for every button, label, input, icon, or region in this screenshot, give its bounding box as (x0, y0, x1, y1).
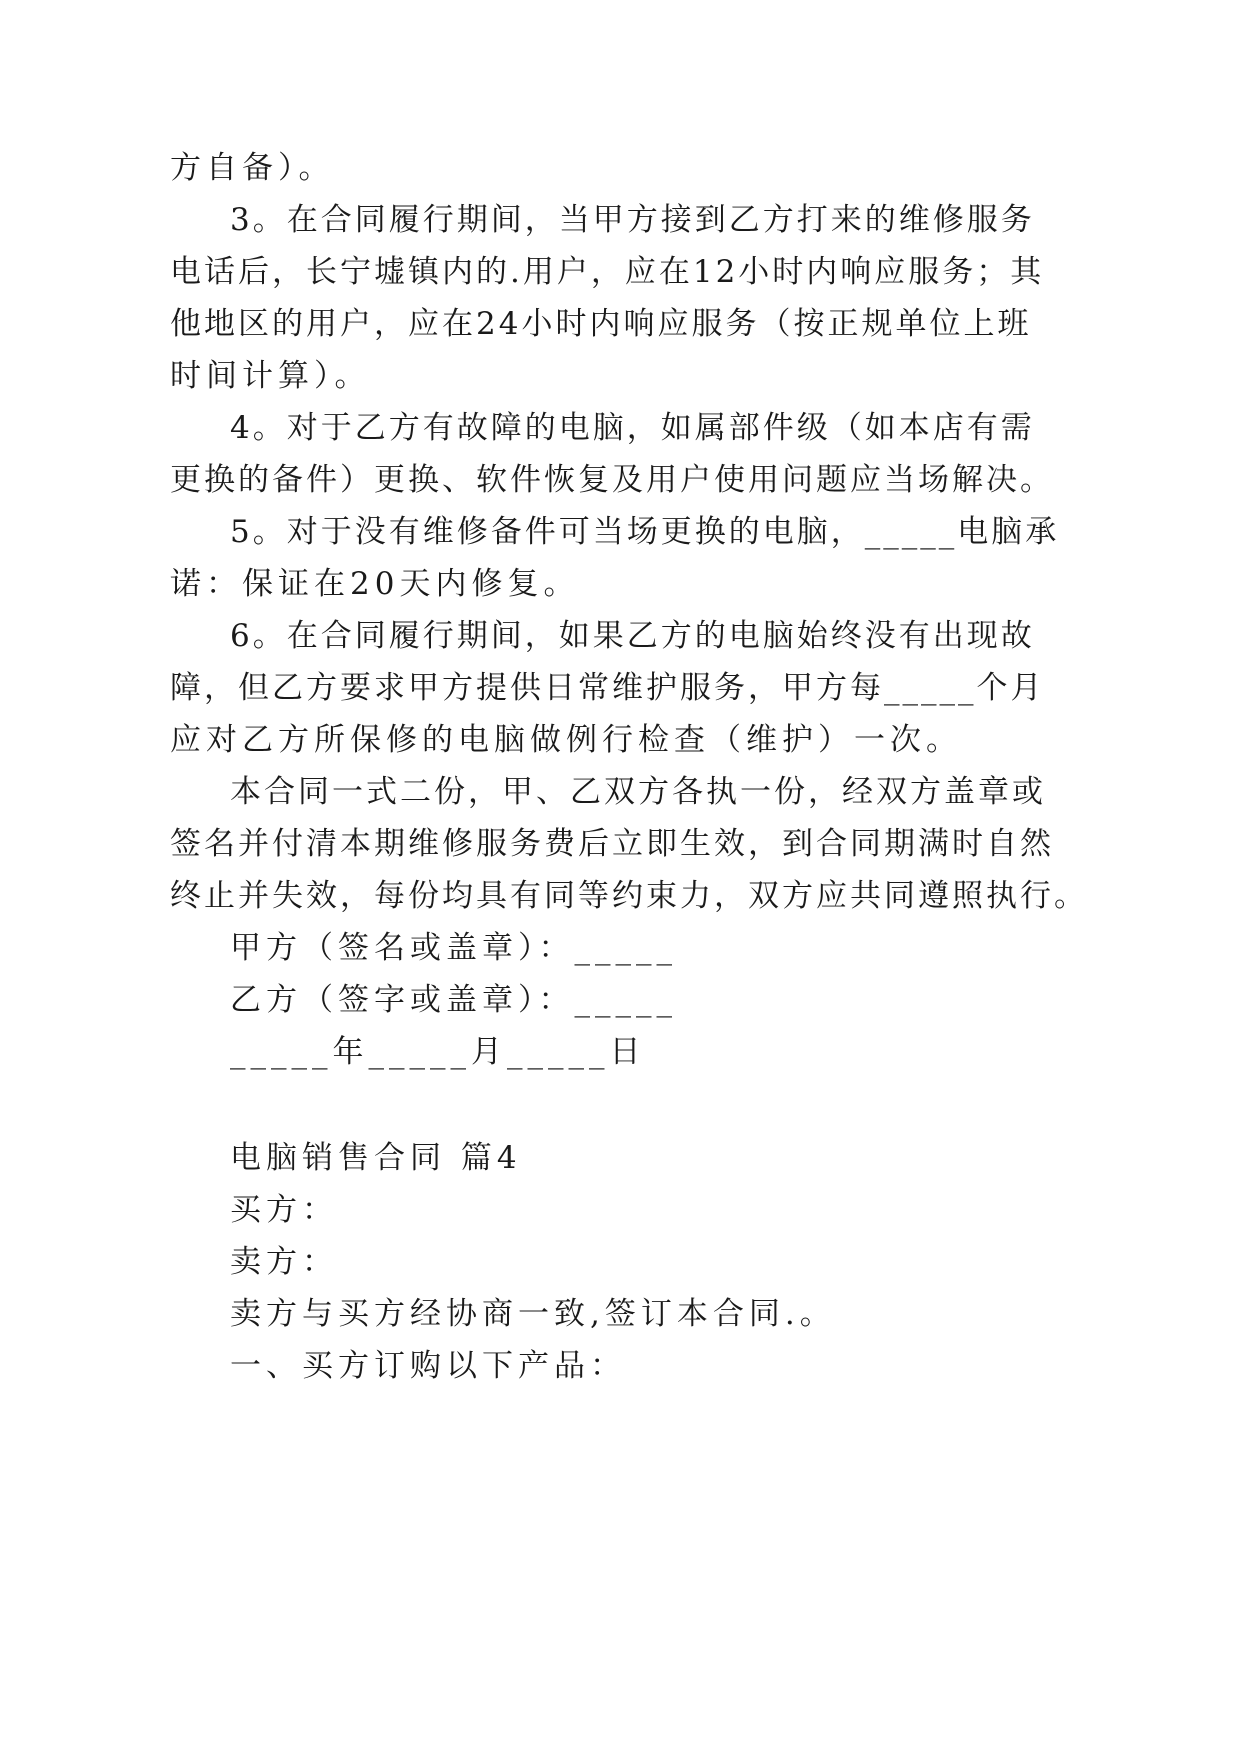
text-line: 本合同一式二份，甲、乙双方各执一份，经双方盖章或 (230, 774, 1046, 810)
text-line: 方自备）。 (170, 150, 335, 186)
text-line: 买方： (230, 1192, 338, 1228)
text-line: 签名并付清本期维修服务费后立即生效，到合同期满时自然 (170, 826, 1054, 862)
text-line: 5。对于没有维修备件可当场更换的电脑，_____电脑承 (230, 514, 1060, 550)
text-line: 6。在合同履行期间，如果乙方的电脑始终没有出现故 (230, 618, 1035, 654)
text-line: 应对乙方所保修的电脑做例行检查（维护）一次。 (170, 722, 962, 758)
section-heading: 电脑销售合同 篇4 (230, 1140, 522, 1176)
text-line: 3。在合同履行期间，当甲方接到乙方打来的维修服务 (230, 202, 1035, 238)
text-line: 障，但乙方要求甲方提供日常维护服务，甲方每_____个月 (170, 670, 1045, 706)
text-line: 他地区的用户，应在24小时内响应服务（按正规单位上班 (170, 306, 1032, 342)
text-line: 一、买方订购以下产品： (230, 1348, 626, 1384)
text-line: 时间计算）。 (170, 358, 371, 394)
text-line: 卖方与买方经协商一致,签订本合同.。 (230, 1296, 836, 1332)
text-line: 4。对于乙方有故障的电脑，如属部件级（如本店有需 (230, 410, 1035, 446)
text-line: 卖方： (230, 1244, 338, 1280)
text-line: 更换的备件）更换、软件恢复及用户使用问题应当场解决。 (170, 462, 1054, 498)
signature-line-party-b: 乙方（签字或盖章）：_____ (230, 982, 677, 1018)
text-line: 电话后，长宁墟镇内的.用户，应在12小时内响应服务；其 (170, 254, 1045, 290)
date-line: _____年_____月_____日 (230, 1034, 646, 1070)
text-line: 诺：保证在20天内修复。 (170, 566, 580, 602)
signature-line-party-a: 甲方（签名或盖章）：_____ (230, 930, 677, 966)
text-line: 终止并失效，每份均具有同等约束力，双方应共同遵照执行。 (170, 878, 1088, 914)
